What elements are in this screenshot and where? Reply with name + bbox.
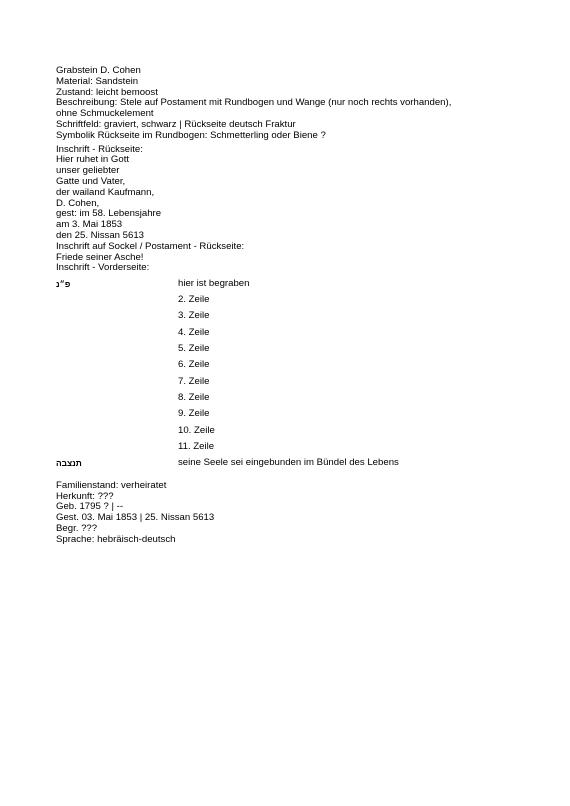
german-cell: seine Seele sei eingebunden im Bündel des Lebens — [178, 457, 399, 469]
german-cell: 5. Zeile — [178, 343, 210, 355]
script-field-line: Schriftfeld: graviert, schwarz | Rückseite deutsch Fraktur — [56, 118, 296, 130]
table-row — [56, 390, 399, 406]
death-line: Gest. 03. Mai 1853 | 25. Nissan 5613 — [56, 512, 215, 524]
german-cell: 6. Zeile — [178, 359, 210, 371]
inscription-line: den 25. Nissan 5613 — [56, 229, 145, 241]
description-line-continued: ohne Schmuckelement — [56, 108, 154, 120]
pedestal-inscription-line: Friede seiner Asche! — [56, 251, 144, 263]
front-inscription-heading: Inschrift - Vorderseite: — [56, 262, 150, 274]
german-cell: 3. Zeile — [178, 310, 210, 322]
pedestal-inscription-heading: Inschrift auf Sockel / Postament - Rückseite: — [56, 240, 245, 252]
condition-line: Zustand: leicht bemoost — [56, 86, 158, 98]
hebrew-cell — [56, 455, 178, 471]
inscription-line: unser geliebter — [56, 165, 120, 177]
german-cell: 4. Zeile — [178, 326, 210, 338]
german-cell: 11. Zeile — [178, 440, 215, 452]
german-cell: 8. Zeile — [178, 391, 210, 403]
german-cell: 10. Zeile — [178, 424, 215, 436]
table-row — [56, 341, 399, 357]
table-row — [56, 358, 399, 374]
hebrew-cell — [56, 292, 178, 308]
header-block — [56, 66, 526, 142]
german-cell: 2. Zeile — [178, 294, 210, 306]
description-line: Beschreibung: Stele auf Postament mit Rundbogen und Wange (nur noch rechts vorhanden), — [56, 97, 452, 109]
german-cell: hier ist begraben — [178, 277, 250, 289]
inscription-line: am 3. Mai 1853 — [56, 219, 123, 231]
table-row — [56, 423, 399, 439]
marital-status-line: Familienstand: verheiratet — [56, 479, 167, 491]
footer-block — [56, 481, 526, 546]
document-page — [56, 66, 526, 545]
hebrew-cell — [56, 374, 178, 390]
german-cell: 9. Zeile — [178, 408, 210, 420]
symbolism-line: Symbolik Rückseite im Rundbogen: Schmetterling oder Biene ? — [56, 129, 326, 141]
hebrew-text: תנצבה — [56, 458, 82, 469]
language-line: Sprache: hebräisch-deutsch — [56, 533, 176, 545]
german-cell: 7. Zeile — [178, 375, 210, 387]
origin-line: Herkunft: ??? — [56, 490, 114, 502]
hebrew-cell — [56, 309, 178, 325]
hebrew-cell — [56, 325, 178, 341]
birth-line: Geb. 1795 ? | -- — [56, 501, 124, 513]
table-row — [56, 276, 399, 292]
table-row — [56, 455, 399, 471]
table-row — [56, 374, 399, 390]
hebrew-cell — [56, 276, 178, 292]
burial-line: Begr. ??? — [56, 522, 98, 534]
table-row — [56, 309, 399, 325]
back-inscription-heading: Inschrift - Rückseite: — [56, 143, 143, 155]
document-title: Grabstein D. Cohen — [56, 65, 141, 76]
inscription-line: D. Cohen, — [56, 197, 100, 209]
table-row — [56, 407, 399, 423]
hebrew-text: פ״נ — [56, 278, 71, 289]
hebrew-cell — [56, 423, 178, 439]
front-inscription-table — [56, 276, 399, 472]
hebrew-cell — [56, 358, 178, 374]
hebrew-cell — [56, 341, 178, 357]
hebrew-cell — [56, 407, 178, 423]
inscription-line: der wailand Kaufmann, — [56, 186, 155, 198]
hebrew-cell — [56, 439, 178, 455]
inscription-line: Hier ruhet in Gott — [56, 154, 130, 166]
table-row — [56, 292, 399, 308]
inscription-line: Gatte und Vater, — [56, 175, 126, 187]
table-row — [56, 325, 399, 341]
material-line: Material: Sandstein — [56, 75, 139, 87]
back-inscription-block — [56, 145, 526, 275]
hebrew-cell — [56, 390, 178, 406]
table-row — [56, 439, 399, 455]
inscription-line: gest: im 58. Lebensjahre — [56, 208, 162, 220]
